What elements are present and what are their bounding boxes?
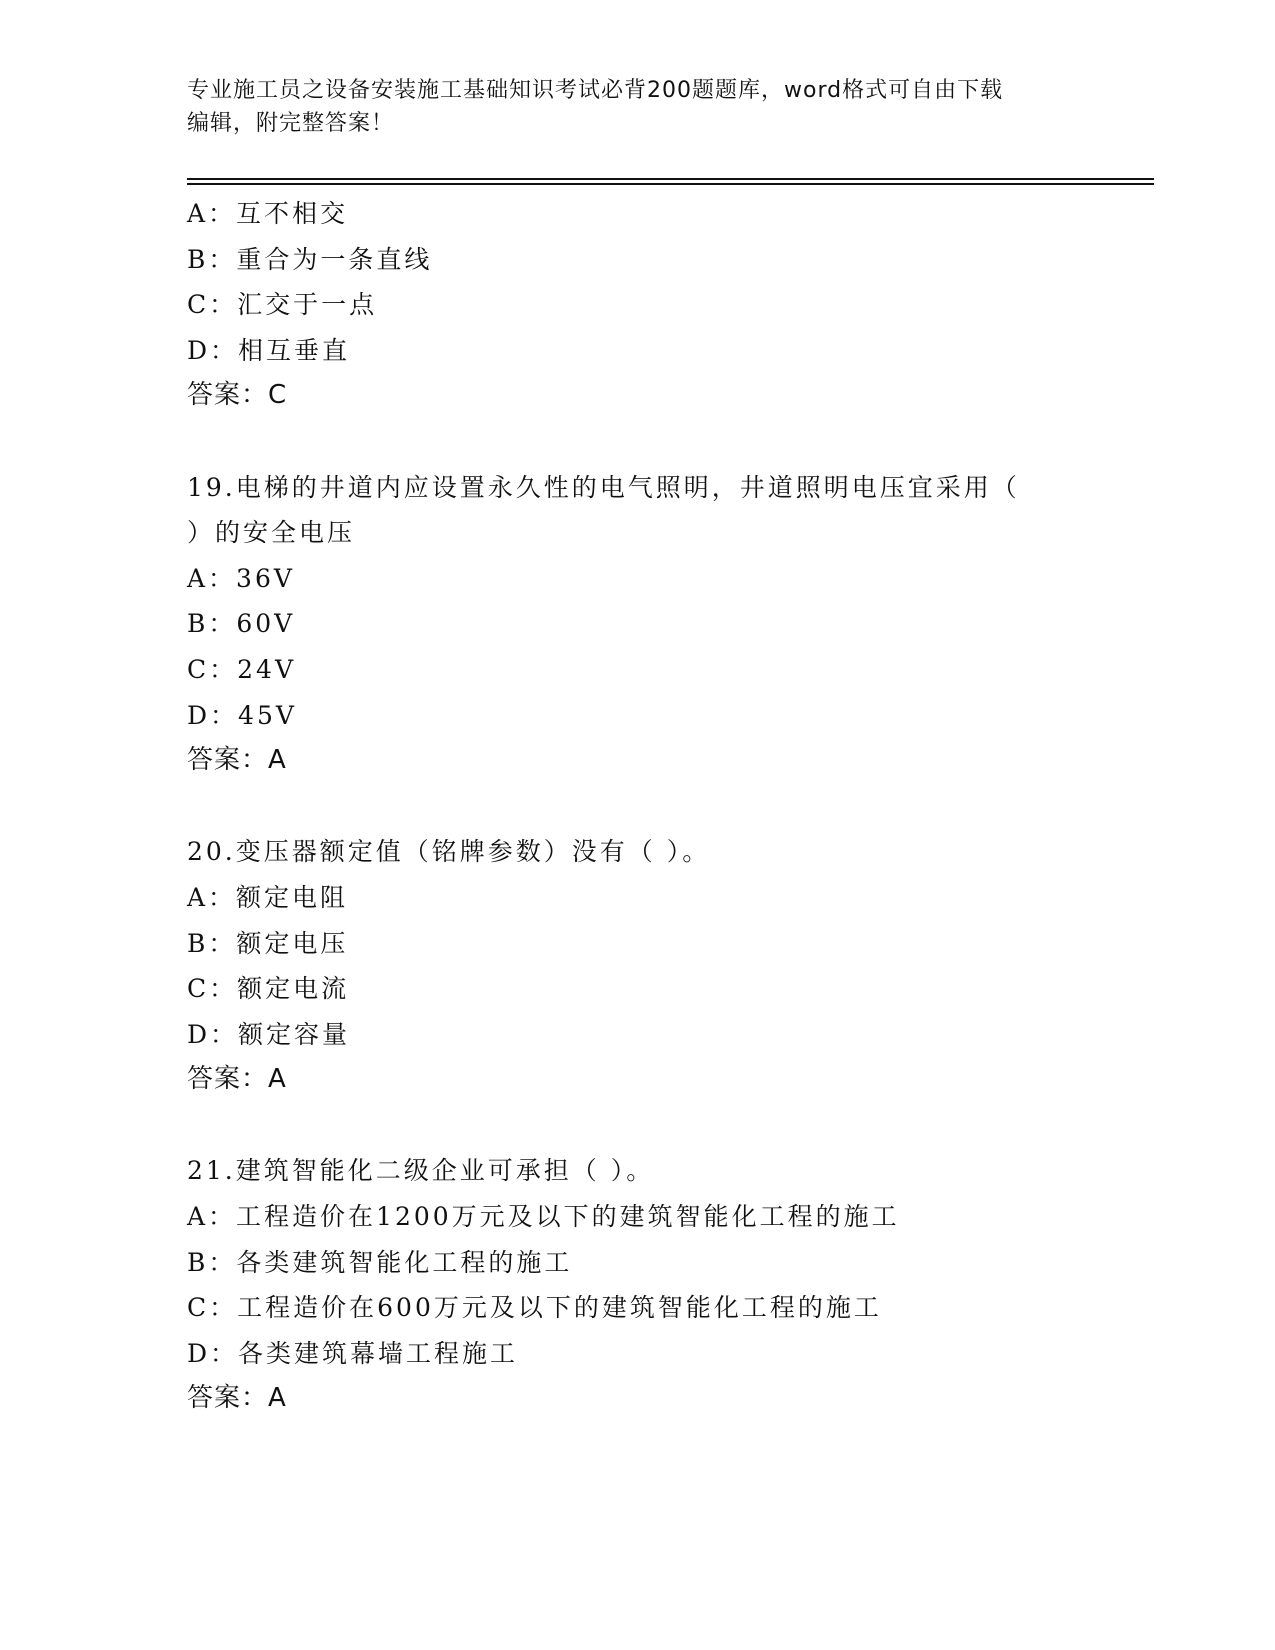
- option-b: B：额定电压: [187, 928, 349, 958]
- spacer: [187, 419, 1147, 465]
- spacer: [187, 1103, 1147, 1149]
- document-header: [187, 74, 1087, 140]
- header-title-line-1: 专业施工员之设备安装施工基础知识考试必背200题题库，word格式可自由下载: [187, 78, 1004, 103]
- option-d: D：45V: [187, 700, 297, 730]
- answer-line: 答案：A: [187, 745, 287, 776]
- question-19: [187, 465, 1147, 784]
- question-list: [187, 191, 1147, 1422]
- header-title-line-2: 编辑，附完整答案！: [187, 111, 395, 136]
- spacer: [187, 784, 1147, 830]
- option-a: A：工程造价在1200万元及以下的建筑智能化工程的施工: [187, 1202, 900, 1232]
- option-a: A：额定电阻: [187, 882, 349, 912]
- question-text-line-1: 19.电梯的井道内应设置永久性的电气照明，井道照明电压宜采用（: [187, 472, 1020, 502]
- question-text: 21.建筑智能化二级企业可承担（ ）。: [187, 1156, 655, 1186]
- header-divider-bottom: [187, 183, 1154, 185]
- option-b: B：60V: [187, 609, 296, 639]
- question-18: [187, 191, 1147, 419]
- answer-line: 答案：A: [187, 1064, 287, 1095]
- question-text: 20.变压器额定值（铭牌参数）没有（ ）。: [187, 837, 711, 867]
- header-divider-top: [187, 178, 1154, 180]
- option-d: D：相互垂直: [187, 335, 351, 365]
- option-b: B：各类建筑智能化工程的施工: [187, 1247, 573, 1277]
- option-d: D：各类建筑幕墙工程施工: [187, 1338, 519, 1368]
- option-c: C：工程造价在600万元及以下的建筑智能化工程的施工: [187, 1293, 882, 1323]
- option-c: C：汇交于一点: [187, 290, 378, 320]
- option-c: C：额定电流: [187, 974, 350, 1004]
- answer-line: 答案：A: [187, 1383, 287, 1414]
- answer-line: 答案：C: [187, 380, 288, 411]
- option-d: D：额定容量: [187, 1019, 351, 1049]
- option-a: A：36V: [187, 563, 295, 593]
- option-b: B：重合为一条直线: [187, 244, 433, 274]
- question-21: [187, 1148, 1147, 1422]
- question-text-line-2: ）的安全电压: [187, 518, 356, 548]
- option-c: C：24V: [187, 654, 296, 684]
- option-a: A：互不相交: [187, 199, 349, 228]
- question-20: [187, 829, 1147, 1103]
